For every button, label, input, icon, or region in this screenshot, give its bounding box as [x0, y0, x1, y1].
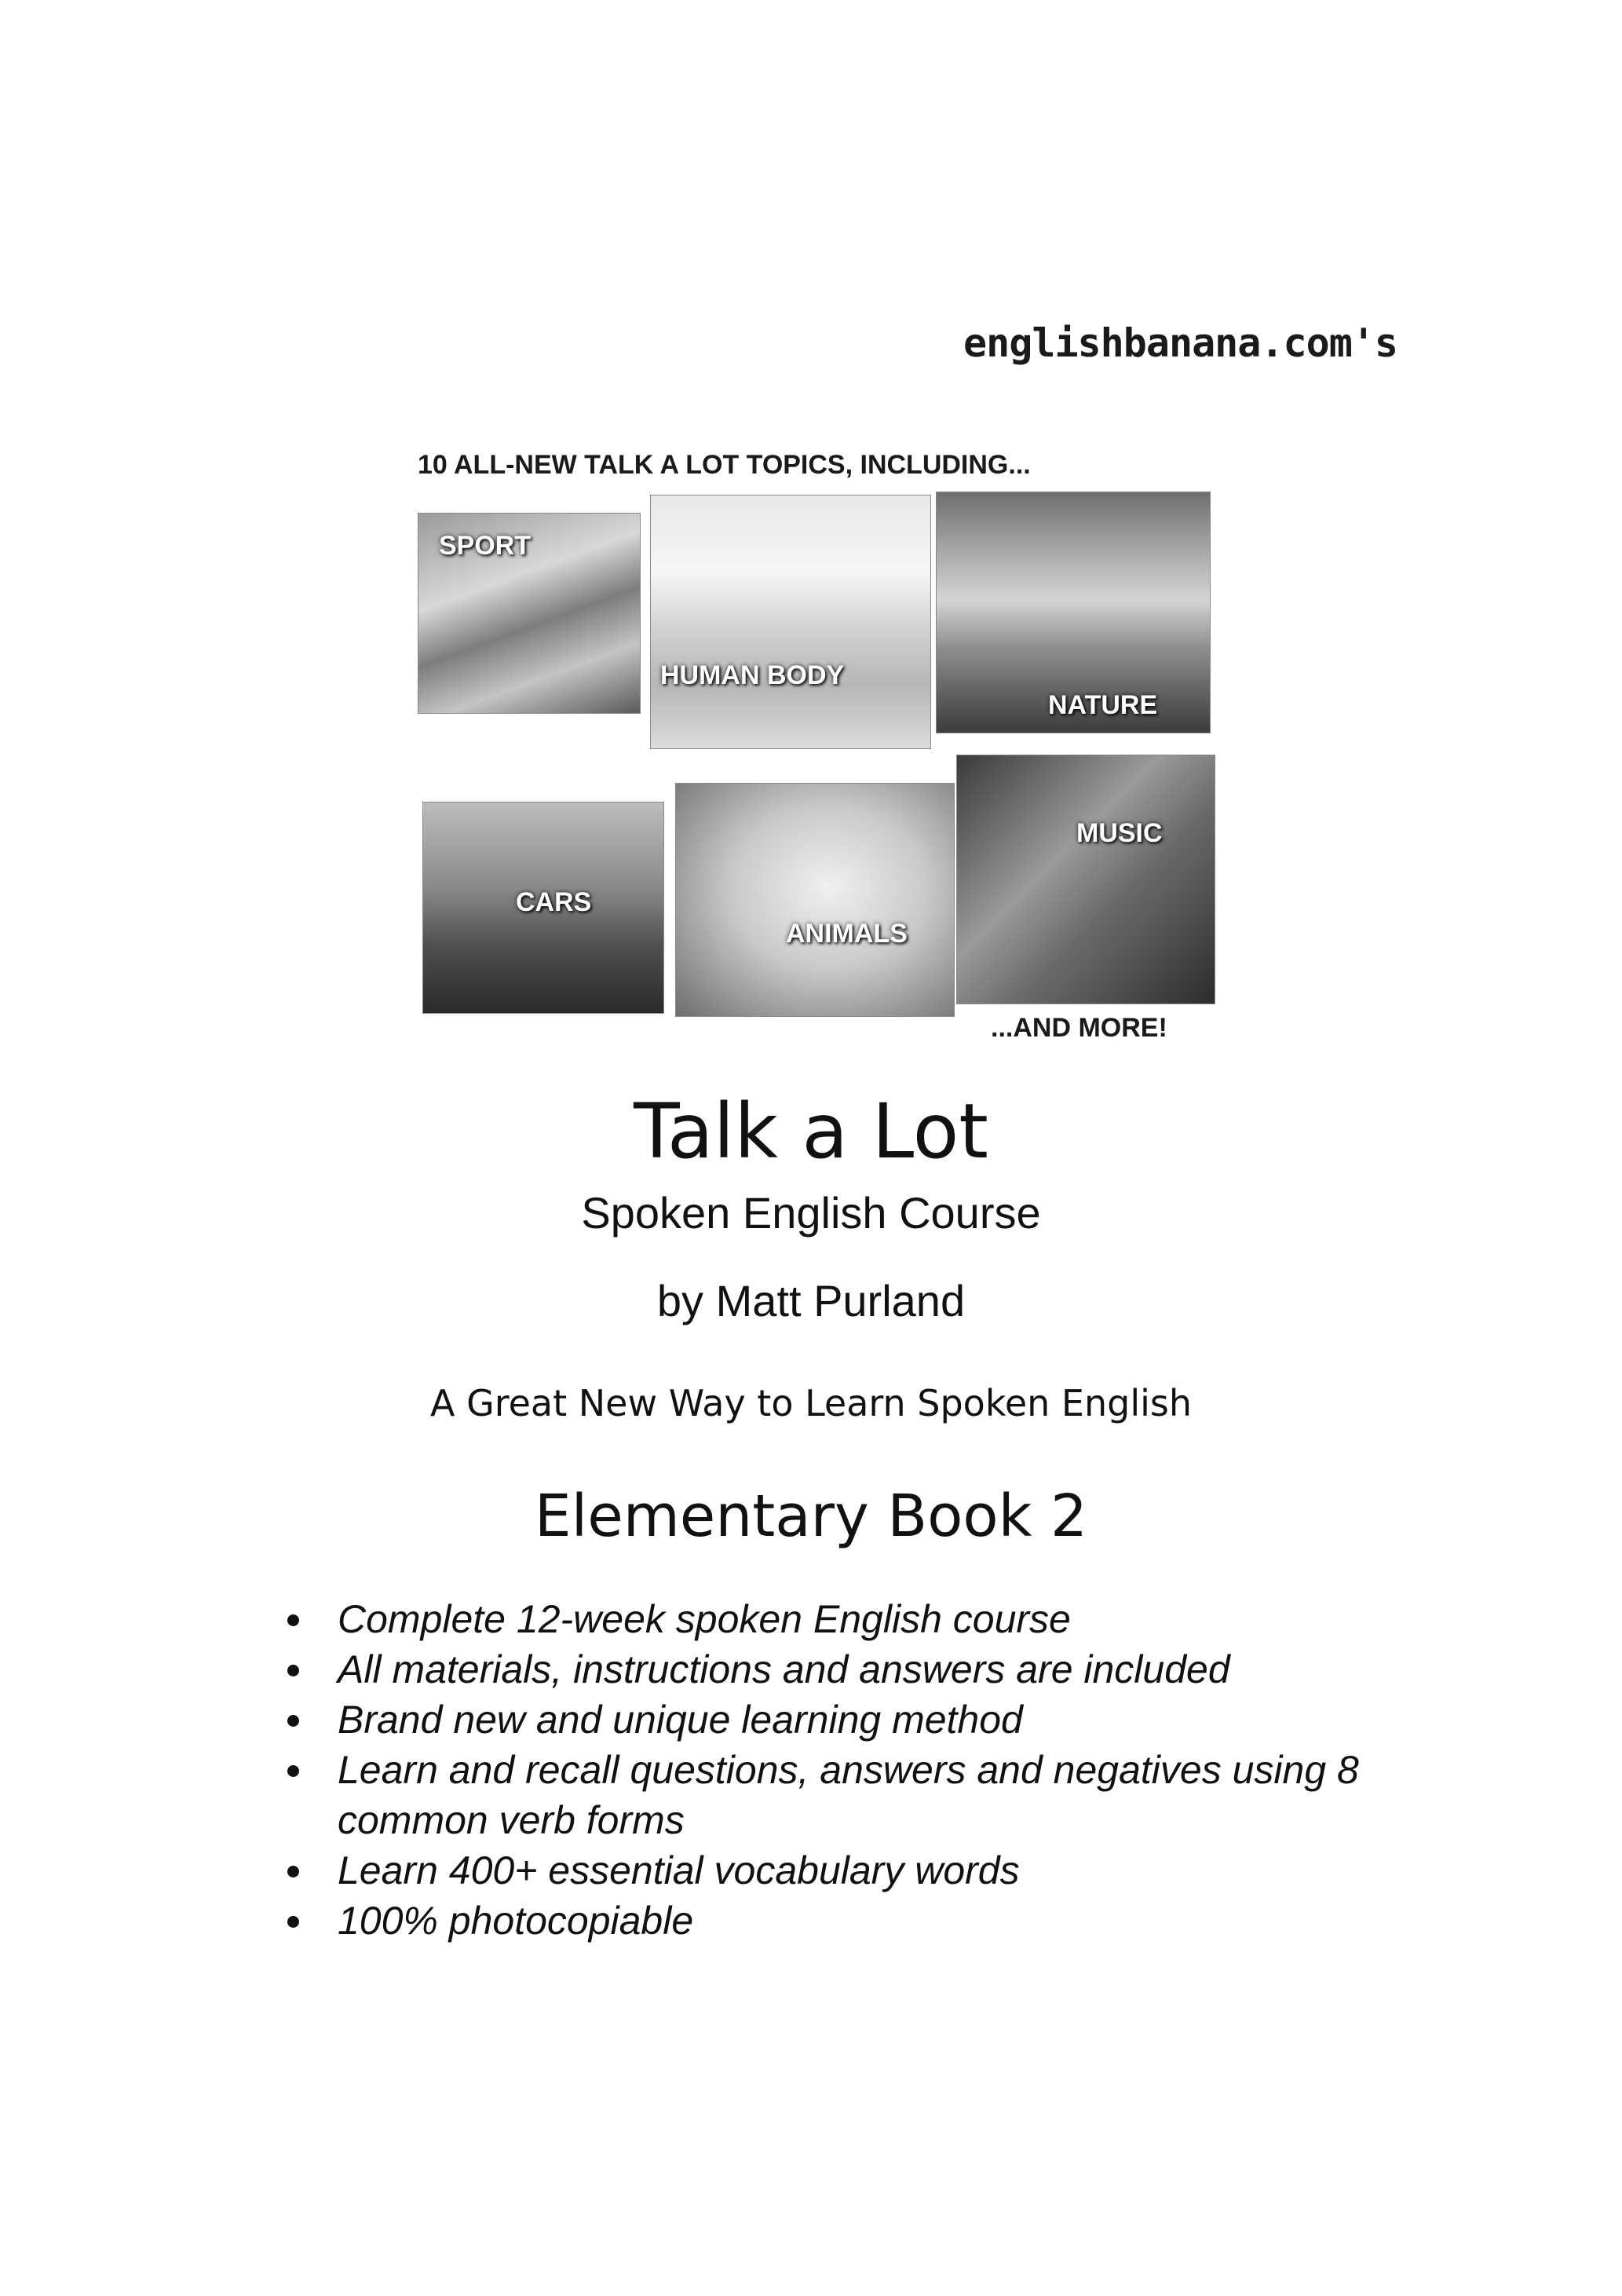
photo-label-cars: CARS	[516, 887, 592, 917]
feature-item: 100% photocopiable	[283, 1896, 1382, 1946]
photo-label-animals: ANIMALS	[786, 919, 908, 949]
book-tagline: A Great New Way to Learn Spoken English	[429, 1382, 1193, 1424]
collage-heading: 10 ALL-NEW TALK A LOT TOPICS, INCLUDING...	[418, 450, 1031, 480]
photo-label-music: MUSIC	[1076, 818, 1163, 848]
book-title: Talk a Lot	[634, 1088, 988, 1175]
brand-logo-text: englishbanana.com's	[963, 320, 1397, 366]
feature-item: Complete 12-week spoken English course	[283, 1594, 1382, 1644]
photo-label-human-body: HUMAN BODY	[660, 660, 845, 690]
photo-label-sport: SPORT	[439, 531, 532, 561]
feature-item: All materials, instructions and answers are included	[283, 1644, 1382, 1695]
feature-item: Learn 400+ essential vocabulary words	[283, 1845, 1382, 1896]
feature-item: Learn and recall questions, answers and negatives using 8 common verb forms	[283, 1745, 1382, 1845]
photo-animals	[675, 783, 955, 1017]
feature-list	[283, 1594, 1382, 1946]
book-subtitle: Spoken English Course	[581, 1188, 1041, 1238]
photo-music	[956, 755, 1215, 1004]
collage-and-more: ...AND MORE!	[991, 1013, 1167, 1043]
photo-cars	[422, 802, 664, 1014]
photo-nature	[936, 492, 1211, 733]
photo-sport	[418, 513, 641, 714]
photo-human-body	[650, 495, 931, 749]
book-level: Elementary Book 2	[534, 1483, 1088, 1550]
feature-item: Brand new and unique learning method	[283, 1695, 1382, 1745]
book-author: by Matt Purland	[656, 1276, 966, 1325]
photo-label-nature: NATURE	[1048, 690, 1158, 720]
